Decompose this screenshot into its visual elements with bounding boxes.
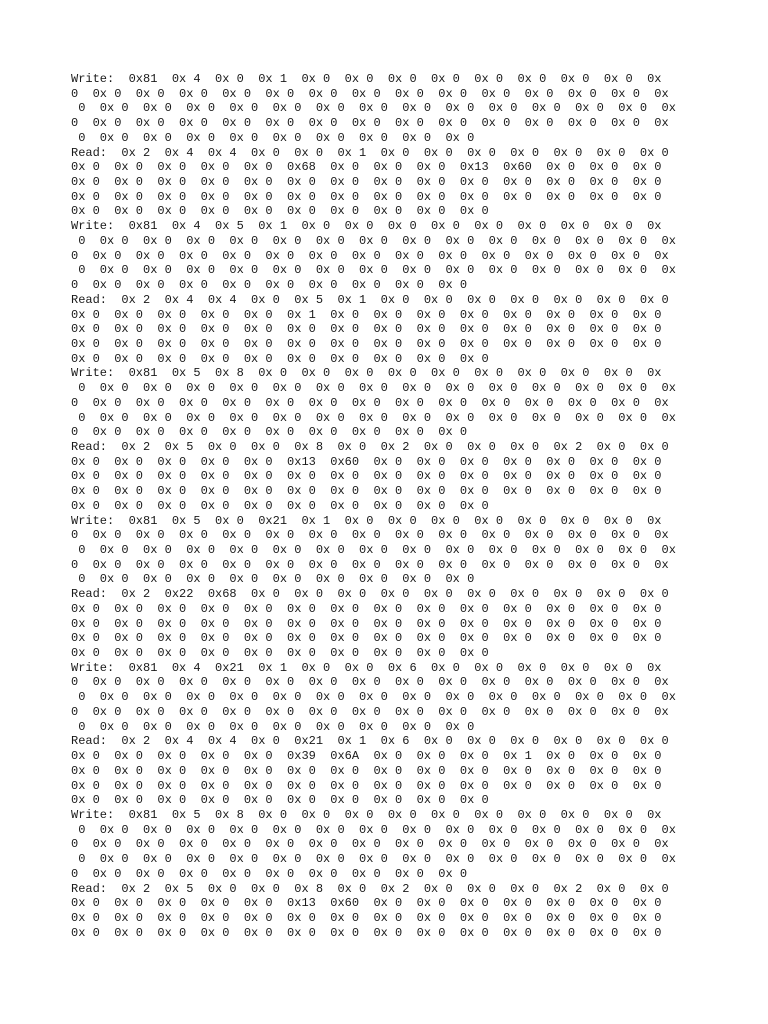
log-line: 0x 0 0x 0 0x 0 0x 0 0x 0 0x 0 0x 0 0x 0 0x 0 0x 0 0x 0 0x 0 0x 0 0x 0 xyxy=(71,175,662,190)
log-line: 0 0x 0 0x 0 0x 0 0x 0 0x 0 0x 0 0x 0 0x 0 0x 0 0x 0 0x 0 0x 0 0x 0 0x xyxy=(71,381,676,396)
log-line: 0x 0 0x 0 0x 0 0x 0 0x 0 0x 0 0x 0 0x 0 0x 0 0x 0 0x 0 0x 0 0x 0 0x 0 xyxy=(71,336,662,351)
log-line: 0 0x 0 0x 0 0x 0 0x 0 0x 0 0x 0 0x 0 0x 0 0x 0 0x 0 0x 0 0x 0 0x 0 0x xyxy=(71,395,669,410)
log-line: 0 0x 0 0x 0 0x 0 0x 0 0x 0 0x 0 0x 0 0x 0 0x 0 xyxy=(71,425,468,440)
log-line: 0x 0 0x 0 0x 0 0x 0 0x 0 0x 0 0x 0 0x 0 0x 0 0x 0 0x 0 0x 0 0x 0 0x 0 xyxy=(71,616,662,631)
log-line: 0 0x 0 0x 0 0x 0 0x 0 0x 0 0x 0 0x 0 0x 0 0x 0 0x 0 0x 0 0x 0 0x 0 0x xyxy=(71,822,676,837)
log-line: 0x 0 0x 0 0x 0 0x 0 0x 0 0x 0 0x 0 0x 0 0x 0 0x 0 0x 0 0x 0 0x 0 0x 0 xyxy=(71,910,662,925)
log-line: Write: 0x81 0x 5 0x 0 0x21 0x 1 0x 0 0x 0 0x 0 0x 0 0x 0 0x 0 0x 0 0x xyxy=(71,513,662,528)
log-line: 0x 0 0x 0 0x 0 0x 0 0x 0 0x39 0x6A 0x 0 0x 0 0x 0 0x 1 0x 0 0x 0 0x 0 xyxy=(71,749,662,764)
log-line: 0 0x 0 0x 0 0x 0 0x 0 0x 0 0x 0 0x 0 0x 0 0x 0 xyxy=(71,866,468,881)
log-line: Read: 0x 2 0x22 0x68 0x 0 0x 0 0x 0 0x 0 0x 0 0x 0 0x 0 0x 0 0x 0 0x 0 xyxy=(71,587,669,602)
log-line: 0 0x 0 0x 0 0x 0 0x 0 0x 0 0x 0 0x 0 0x 0 0x 0 0x 0 0x 0 0x 0 0x 0 0x xyxy=(71,410,676,425)
log-line: 0x 0 0x 0 0x 0 0x 0 0x 0 0x 0 0x 0 0x 0 0x 0 0x 0 xyxy=(71,646,489,661)
log-line: Read: 0x 2 0x 5 0x 0 0x 0 0x 8 0x 0 0x 2 0x 0 0x 0 0x 0 0x 2 0x 0 0x 0 xyxy=(71,439,669,454)
log-line: 0x 0 0x 0 0x 0 0x 0 0x 0 0x 0 0x 0 0x 0 0x 0 0x 0 0x 0 0x 0 0x 0 0x 0 xyxy=(71,763,662,778)
log-line: Read: 0x 2 0x 4 0x 4 0x 0 0x 5 0x 1 0x 0 0x 0 0x 0 0x 0 0x 0 0x 0 0x 0 xyxy=(71,292,669,307)
log-line: 0 0x 0 0x 0 0x 0 0x 0 0x 0 0x 0 0x 0 0x 0 0x 0 xyxy=(71,278,468,293)
log-line: 0 0x 0 0x 0 0x 0 0x 0 0x 0 0x 0 0x 0 0x 0 0x 0 0x 0 0x 0 0x 0 0x 0 0x xyxy=(71,86,669,101)
log-line: 0 0x 0 0x 0 0x 0 0x 0 0x 0 0x 0 0x 0 0x 0 0x 0 0x 0 0x 0 0x 0 0x 0 0x xyxy=(71,263,676,278)
log-line: 0 0x 0 0x 0 0x 0 0x 0 0x 0 0x 0 0x 0 0x 0 0x 0 0x 0 0x 0 0x 0 0x 0 0x xyxy=(71,557,669,572)
log-line: 0x 0 0x 0 0x 0 0x 0 0x 0 0x 0 0x 0 0x 0 0x 0 0x 0 xyxy=(71,204,489,219)
log-line: 0 0x 0 0x 0 0x 0 0x 0 0x 0 0x 0 0x 0 0x 0 0x 0 xyxy=(71,130,475,145)
log-line: 0x 0 0x 0 0x 0 0x 0 0x 0 0x 0 0x 0 0x 0 0x 0 0x 0 xyxy=(71,351,489,366)
log-line: 0x 0 0x 0 0x 0 0x 0 0x 0 0x 0 0x 0 0x 0 0x 0 0x 0 0x 0 0x 0 0x 0 0x 0 xyxy=(71,469,662,484)
log-line: 0x 0 0x 0 0x 0 0x 0 0x 0 0x 0 0x 0 0x 0 0x 0 0x 0 0x 0 0x 0 0x 0 0x 0 xyxy=(71,322,662,337)
log-line: 0x 0 0x 0 0x 0 0x 0 0x 0 0x 0 0x 0 0x 0 0x 0 0x 0 0x 0 0x 0 0x 0 0x 0 xyxy=(71,484,662,499)
log-line: Write: 0x81 0x 4 0x 0 0x 1 0x 0 0x 0 0x 0 0x 0 0x 0 0x 0 0x 0 0x 0 0x xyxy=(71,72,662,86)
log-line: 0x 0 0x 0 0x 0 0x 0 0x 0 0x13 0x60 0x 0 0x 0 0x 0 0x 0 0x 0 0x 0 0x 0 xyxy=(71,896,662,911)
log-line: Read: 0x 2 0x 4 0x 4 0x 0 0x 0 0x 1 0x 0 0x 0 0x 0 0x 0 0x 0 0x 0 0x 0 xyxy=(71,145,669,160)
log-line: 0x 0 0x 0 0x 0 0x 0 0x 0 0x 0 0x 0 0x 0 0x 0 0x 0 xyxy=(71,793,489,808)
log-line: 0x 0 0x 0 0x 0 0x 0 0x 0 0x68 0x 0 0x 0 0x 0 0x13 0x60 0x 0 0x 0 0x 0 xyxy=(71,160,662,175)
log-line: 0 0x 0 0x 0 0x 0 0x 0 0x 0 0x 0 0x 0 0x 0 0x 0 0x 0 0x 0 0x 0 0x 0 0x xyxy=(71,704,669,719)
log-line: 0 0x 0 0x 0 0x 0 0x 0 0x 0 0x 0 0x 0 0x 0 0x 0 0x 0 0x 0 0x 0 0x 0 0x xyxy=(71,690,676,705)
log-line: 0x 0 0x 0 0x 0 0x 0 0x 0 0x13 0x60 0x 0 0x 0 0x 0 0x 0 0x 0 0x 0 0x 0 xyxy=(71,454,662,469)
log-line: 0 0x 0 0x 0 0x 0 0x 0 0x 0 0x 0 0x 0 0x 0 0x 0 0x 0 0x 0 0x 0 0x 0 0x xyxy=(71,528,669,543)
log-line: 0x 0 0x 0 0x 0 0x 0 0x 0 0x 0 0x 0 0x 0 0x 0 0x 0 0x 0 0x 0 0x 0 0x 0 xyxy=(71,189,662,204)
log-line: 0x 0 0x 0 0x 0 0x 0 0x 0 0x 0 0x 0 0x 0 0x 0 0x 0 0x 0 0x 0 0x 0 0x 0 xyxy=(71,601,662,616)
log-line: 0x 0 0x 0 0x 0 0x 0 0x 0 0x 0 0x 0 0x 0 0x 0 0x 0 xyxy=(71,498,489,513)
log-line: 0 0x 0 0x 0 0x 0 0x 0 0x 0 0x 0 0x 0 0x 0 0x 0 0x 0 0x 0 0x 0 0x 0 0x xyxy=(71,675,669,690)
log-line: 0 0x 0 0x 0 0x 0 0x 0 0x 0 0x 0 0x 0 0x 0 0x 0 xyxy=(71,572,475,587)
log-line: 0 0x 0 0x 0 0x 0 0x 0 0x 0 0x 0 0x 0 0x 0 0x 0 xyxy=(71,719,475,734)
log-line: 0x 0 0x 0 0x 0 0x 0 0x 0 0x 1 0x 0 0x 0 0x 0 0x 0 0x 0 0x 0 0x 0 0x 0 xyxy=(71,307,662,322)
log-line: Write: 0x81 0x 4 0x21 0x 1 0x 0 0x 0 0x 6 0x 0 0x 0 0x 0 0x 0 0x 0 0x xyxy=(71,660,662,675)
log-line: 0x 0 0x 0 0x 0 0x 0 0x 0 0x 0 0x 0 0x 0 0x 0 0x 0 0x 0 0x 0 0x 0 0x 0 xyxy=(71,631,662,646)
log-line: 0 0x 0 0x 0 0x 0 0x 0 0x 0 0x 0 0x 0 0x 0 0x 0 0x 0 0x 0 0x 0 0x 0 0x xyxy=(71,543,676,557)
log-line: Read: 0x 2 0x 4 0x 4 0x 0 0x21 0x 1 0x 6 0x 0 0x 0 0x 0 0x 0 0x 0 0x 0 xyxy=(71,734,669,749)
log-line: 0x 0 0x 0 0x 0 0x 0 0x 0 0x 0 0x 0 0x 0 0x 0 0x 0 0x 0 0x 0 0x 0 0x 0 xyxy=(71,778,662,793)
log-line: 0 0x 0 0x 0 0x 0 0x 0 0x 0 0x 0 0x 0 0x 0 0x 0 0x 0 0x 0 0x 0 0x 0 0x xyxy=(71,837,669,852)
log-line: 0 0x 0 0x 0 0x 0 0x 0 0x 0 0x 0 0x 0 0x 0 0x 0 0x 0 0x 0 0x 0 0x 0 0x xyxy=(71,233,676,248)
log-line: Write: 0x81 0x 5 0x 8 0x 0 0x 0 0x 0 0x 0 0x 0 0x 0 0x 0 0x 0 0x 0 0x xyxy=(71,807,662,822)
log-line: Write: 0x81 0x 5 0x 8 0x 0 0x 0 0x 0 0x 0 0x 0 0x 0 0x 0 0x 0 0x 0 0x xyxy=(71,366,662,381)
log-line: 0 0x 0 0x 0 0x 0 0x 0 0x 0 0x 0 0x 0 0x 0 0x 0 0x 0 0x 0 0x 0 0x 0 0x xyxy=(71,852,676,867)
log-line: 0x 0 0x 0 0x 0 0x 0 0x 0 0x 0 0x 0 0x 0 0x 0 0x 0 0x 0 0x 0 0x 0 0x 0 xyxy=(71,925,662,940)
log-line: 0 0x 0 0x 0 0x 0 0x 0 0x 0 0x 0 0x 0 0x 0 0x 0 0x 0 0x 0 0x 0 0x 0 0x xyxy=(71,116,669,131)
log-line: Read: 0x 2 0x 5 0x 0 0x 0 0x 8 0x 0 0x 2 0x 0 0x 0 0x 0 0x 2 0x 0 0x 0 xyxy=(71,881,669,896)
log-line: 0 0x 0 0x 0 0x 0 0x 0 0x 0 0x 0 0x 0 0x 0 0x 0 0x 0 0x 0 0x 0 0x 0 0x xyxy=(71,248,669,263)
hex-log-document xyxy=(71,72,711,940)
log-line: 0 0x 0 0x 0 0x 0 0x 0 0x 0 0x 0 0x 0 0x 0 0x 0 0x 0 0x 0 0x 0 0x 0 0x xyxy=(71,101,676,116)
log-line: Write: 0x81 0x 4 0x 5 0x 1 0x 0 0x 0 0x 0 0x 0 0x 0 0x 0 0x 0 0x 0 0x xyxy=(71,219,662,234)
